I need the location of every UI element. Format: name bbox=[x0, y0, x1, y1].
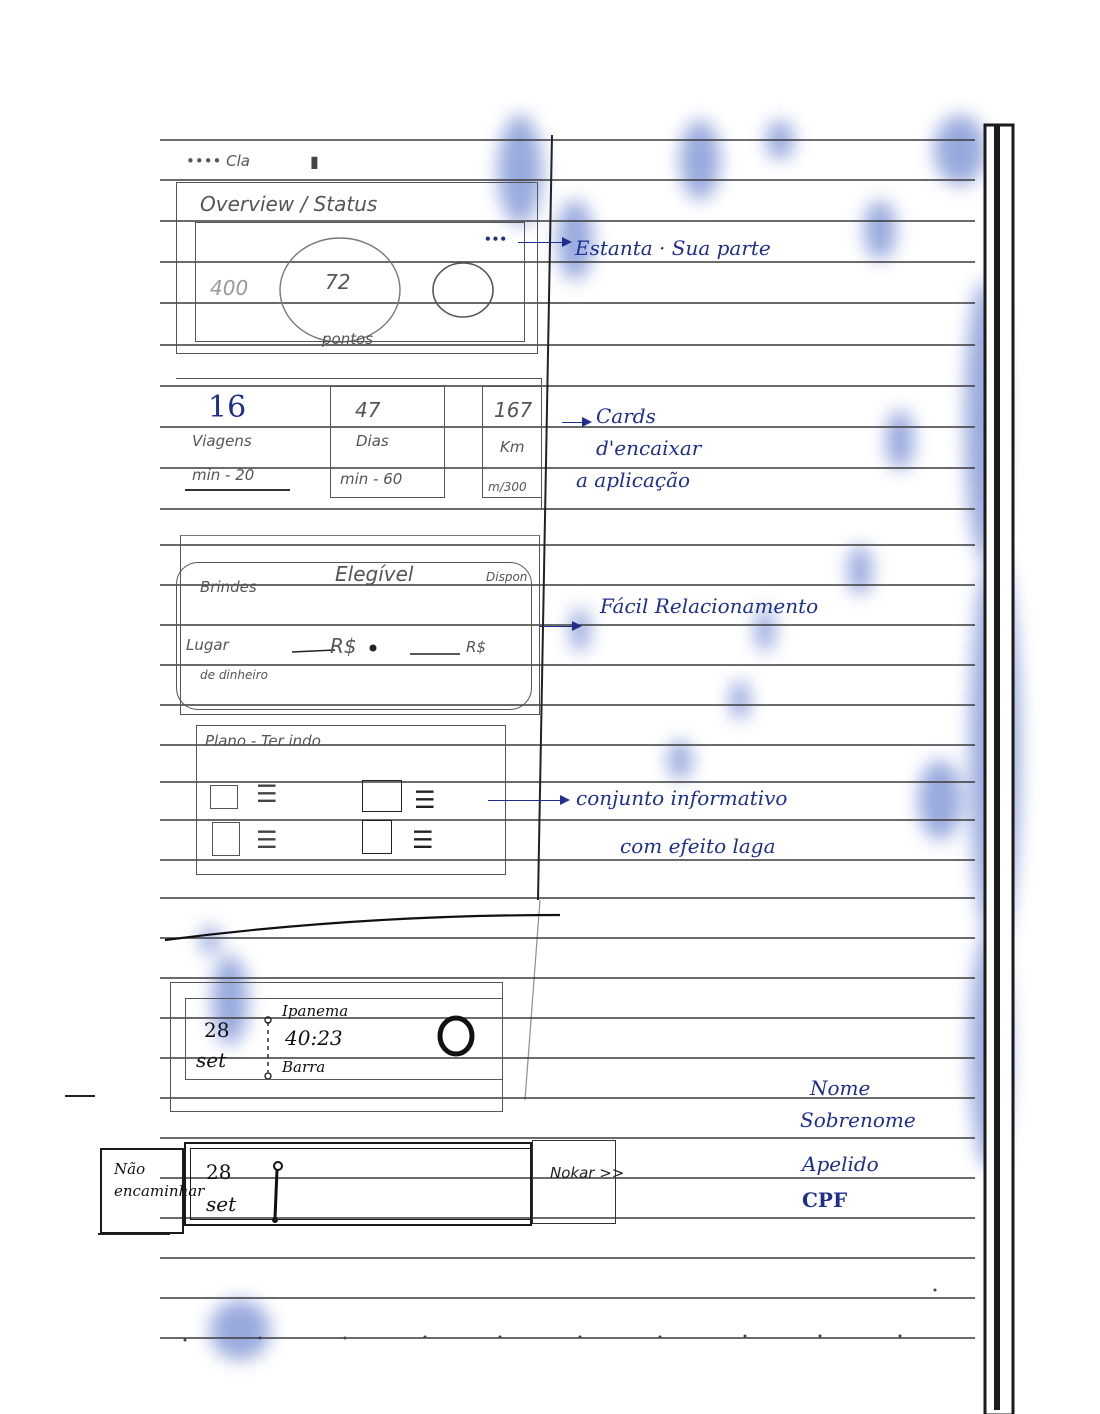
stat-1-label: Viagens bbox=[192, 432, 252, 450]
stat-2-sub: min - 60 bbox=[340, 470, 403, 488]
tile-1-lines-icon: ☰ bbox=[256, 780, 278, 808]
event-row-inner bbox=[190, 1148, 532, 1220]
tiles-note-arrow bbox=[488, 800, 568, 801]
event-card-day: 28 bbox=[204, 1018, 230, 1042]
event-row-action-box[interactable] bbox=[532, 1140, 616, 1224]
tiles-note-line2: com efeito laga bbox=[620, 834, 776, 858]
benefits-col3: Dispon bbox=[486, 570, 528, 584]
event-row-month: set bbox=[206, 1192, 237, 1216]
stats-note-line3: a aplicação bbox=[576, 468, 691, 492]
event-card-time: 40:23 bbox=[285, 1026, 343, 1050]
stat-2-value: 47 bbox=[355, 398, 381, 422]
stats-note-line2: d'encaixar bbox=[596, 436, 702, 460]
stat-3-label: Km bbox=[500, 438, 525, 456]
tiles-note-line1: conjunto informativo bbox=[576, 786, 788, 810]
overview-title: Overview / Status bbox=[200, 192, 378, 216]
event-card-month: set bbox=[196, 1048, 227, 1072]
tile-2-square[interactable] bbox=[362, 780, 402, 812]
tile-4-square[interactable] bbox=[362, 820, 392, 854]
tile-1-square[interactable] bbox=[210, 785, 238, 809]
benefits-left-price: R$ bbox=[330, 634, 357, 658]
event-card-to: Barra bbox=[282, 1058, 326, 1076]
right-list-item-1: Nome bbox=[810, 1076, 871, 1100]
tile-4-lines-icon: ☰ bbox=[412, 826, 434, 854]
stat-1-value: 16 bbox=[208, 390, 247, 425]
overview-more-dots[interactable]: ••• bbox=[484, 232, 508, 246]
event-card-from: Ipanema bbox=[282, 1002, 349, 1020]
overview-left-value: 400 bbox=[210, 276, 249, 300]
overview-bottom-label: pontos bbox=[322, 330, 374, 348]
right-list-item-2: Sobrenome bbox=[800, 1108, 916, 1132]
overview-note-arrow bbox=[518, 242, 570, 243]
stat-2-label: Dias bbox=[356, 432, 389, 450]
event-row-day: 28 bbox=[206, 1160, 232, 1184]
benefits-row-label: Lugar bbox=[186, 636, 229, 654]
tile-2-lines-icon: ☰ bbox=[414, 786, 436, 814]
right-list-item-4: CPF bbox=[802, 1188, 848, 1212]
tile-3-lines-icon: ☰ bbox=[256, 826, 278, 854]
event-row-side-label: Não encaminhar bbox=[114, 1160, 205, 1200]
right-list-item-3: Apelido bbox=[802, 1152, 879, 1176]
event-status-circle-icon bbox=[440, 1018, 441, 1019]
benefits-row-sub: de dinheiro bbox=[200, 668, 268, 682]
event-row-action[interactable]: Nokar >> bbox=[550, 1164, 625, 1182]
stats-note-arrow bbox=[562, 422, 590, 423]
battery-icon: ▮ bbox=[310, 152, 319, 171]
status-bar-text: •••• Cla bbox=[186, 152, 250, 170]
tiles-title: Plano - Ter indo bbox=[205, 732, 321, 750]
benefits-note-arrow bbox=[540, 626, 580, 627]
benefits-note: Fácil Relacionamento bbox=[600, 594, 819, 618]
benefits-right-price: R$ bbox=[466, 638, 486, 656]
tile-3-square[interactable] bbox=[212, 822, 240, 856]
stat-1-sub: min - 20 bbox=[192, 466, 255, 484]
stat-3-sub: m/300 bbox=[488, 480, 527, 494]
stats-note-line1: Cards bbox=[596, 404, 656, 428]
benefits-col1: Brindes bbox=[200, 578, 257, 596]
stat-3-value: 167 bbox=[494, 398, 533, 422]
benefits-col2: Elegível bbox=[335, 562, 414, 586]
overview-note: Estanta · Sua parte bbox=[575, 236, 771, 260]
overview-center-value: 72 bbox=[325, 270, 351, 294]
